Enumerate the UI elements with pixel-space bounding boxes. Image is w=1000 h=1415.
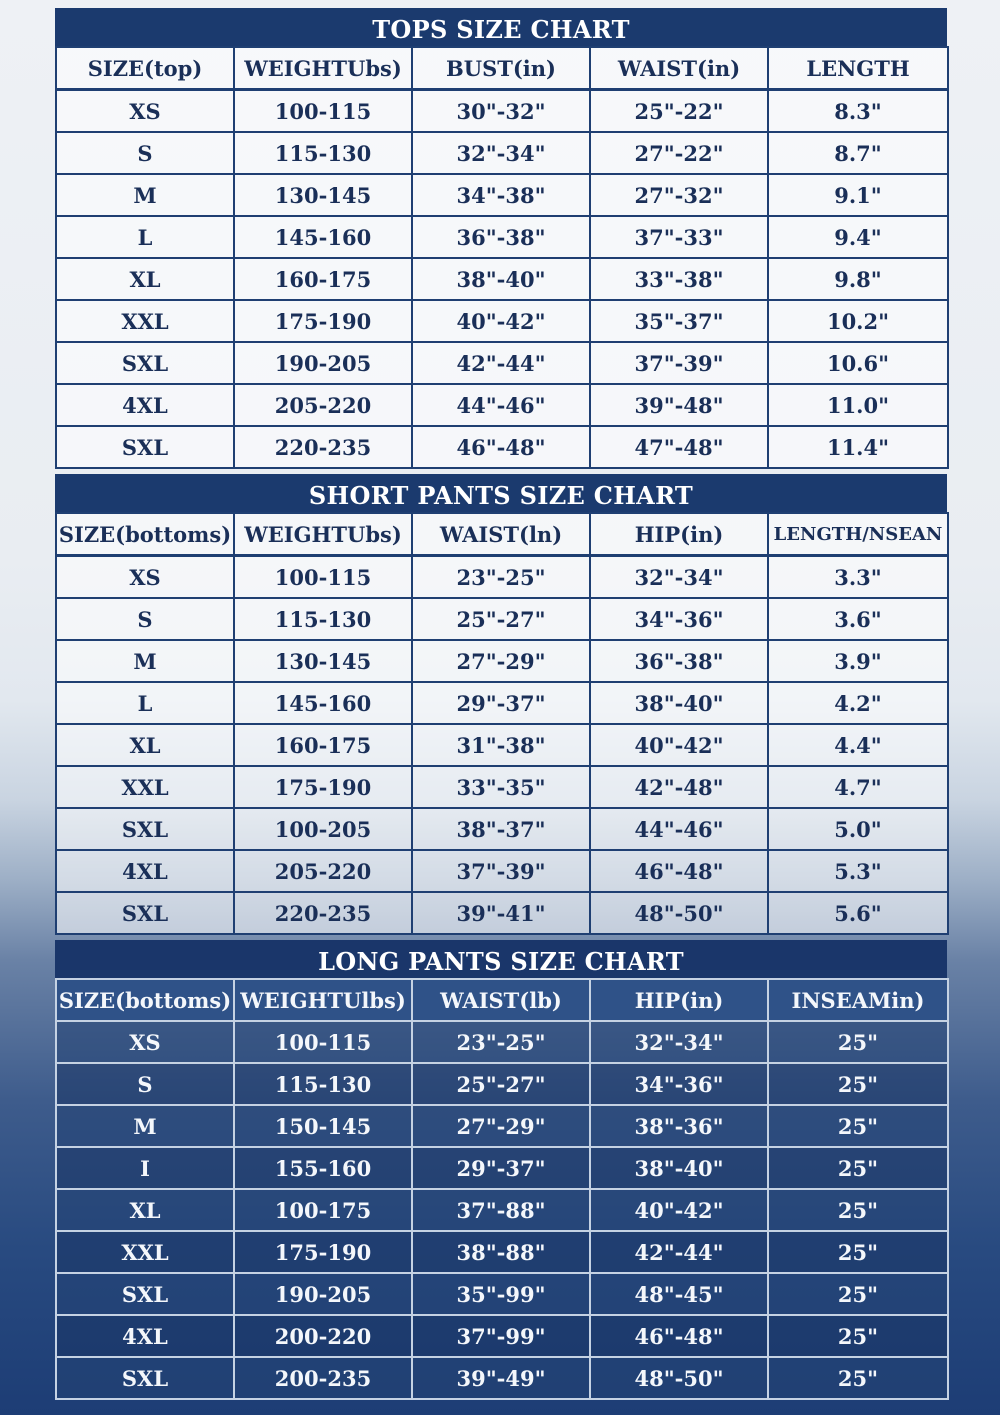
long-pants-size-table (55, 978, 949, 1400)
size-cell: 4XL (56, 850, 234, 892)
long-pants-header-row (56, 979, 948, 1021)
weight-cell: 100-115 (234, 556, 412, 599)
table-row (56, 724, 948, 766)
waist-cell: 23"-25" (412, 556, 590, 599)
length-cell: 5.6" (768, 892, 948, 934)
waist-cell: 29"-37" (412, 682, 590, 724)
column-header-waist: WAIST(in) (590, 47, 768, 90)
inseam-cell: 25" (768, 1189, 948, 1231)
size-cell: 4XL (56, 384, 234, 426)
column-header-size: SIZE(bottoms) (56, 979, 234, 1021)
hip-cell: 40"-42" (590, 724, 768, 766)
waist-cell: 39"-49" (412, 1357, 590, 1399)
bust-cell: 42"-44" (412, 342, 590, 384)
hip-cell: 46"-48" (590, 1315, 768, 1357)
size-cell: SXL (56, 342, 234, 384)
table-row (56, 1273, 948, 1315)
waist-cell: 38"-88" (412, 1231, 590, 1273)
table-row (56, 216, 948, 258)
waist-cell: 27"-22" (590, 132, 768, 174)
waist-cell: 27"-32" (590, 174, 768, 216)
tops-chart-title: TOPS SIZE CHART (55, 8, 947, 46)
table-row (56, 132, 948, 174)
length-cell: 3.9" (768, 640, 948, 682)
size-cell: S (56, 1063, 234, 1105)
hip-cell: 34"-36" (590, 598, 768, 640)
table-row (56, 90, 948, 133)
weight-cell: 150-145 (234, 1105, 412, 1147)
size-cell: XL (56, 1189, 234, 1231)
tops-size-table (55, 46, 949, 469)
waist-cell: 33"-38" (590, 258, 768, 300)
short-pants-header-row (56, 513, 948, 556)
hip-cell: 48"-50" (590, 1357, 768, 1399)
weight-cell: 205-220 (234, 384, 412, 426)
waist-cell: 35"-99" (412, 1273, 590, 1315)
tops-size-chart (55, 8, 947, 469)
length-cell: 9.1" (768, 174, 948, 216)
column-header-weight: WEIGHTUbs) (234, 513, 412, 556)
hip-cell: 34"-36" (590, 1063, 768, 1105)
bust-cell: 36"-38" (412, 216, 590, 258)
weight-cell: 220-235 (234, 426, 412, 468)
weight-cell: 155-160 (234, 1147, 412, 1189)
inseam-cell: 25" (768, 1147, 948, 1189)
long-pants-size-chart (55, 940, 947, 1400)
hip-cell: 40"-42" (590, 1189, 768, 1231)
hip-cell: 42"-48" (590, 766, 768, 808)
size-cell: XXL (56, 300, 234, 342)
length-cell: 4.4" (768, 724, 948, 766)
weight-cell: 220-235 (234, 892, 412, 934)
tops-header-row (56, 47, 948, 90)
column-header-inseam: INSEAMin) (768, 979, 948, 1021)
inseam-cell: 25" (768, 1105, 948, 1147)
table-row (56, 1021, 948, 1063)
table-row (56, 1189, 948, 1231)
table-row (56, 1147, 948, 1189)
table-row (56, 1357, 948, 1399)
weight-cell: 100-205 (234, 808, 412, 850)
size-cell: M (56, 174, 234, 216)
table-row (56, 850, 948, 892)
table-row (56, 766, 948, 808)
hip-cell: 32"-34" (590, 556, 768, 599)
hip-cell: 44"-46" (590, 808, 768, 850)
size-cell: M (56, 1105, 234, 1147)
size-cell: S (56, 598, 234, 640)
inseam-cell: 25" (768, 1063, 948, 1105)
table-row (56, 1231, 948, 1273)
waist-cell: 35"-37" (590, 300, 768, 342)
waist-cell: 39"-48" (590, 384, 768, 426)
weight-cell: 160-175 (234, 258, 412, 300)
weight-cell: 200-220 (234, 1315, 412, 1357)
length-cell: 9.4" (768, 216, 948, 258)
hip-cell: 48"-45" (590, 1273, 768, 1315)
waist-cell: 47"-48" (590, 426, 768, 468)
length-cell: 8.7" (768, 132, 948, 174)
table-row (56, 808, 948, 850)
size-cell: XXL (56, 1231, 234, 1273)
weight-cell: 100-115 (234, 90, 412, 133)
weight-cell: 175-190 (234, 766, 412, 808)
hip-cell: 38"-40" (590, 682, 768, 724)
weight-cell: 190-205 (234, 342, 412, 384)
table-row (56, 1315, 948, 1357)
bust-cell: 40"-42" (412, 300, 590, 342)
table-row (56, 598, 948, 640)
column-header-length: LENGTH (768, 47, 948, 90)
inseam-cell: 25" (768, 1021, 948, 1063)
size-cell: SXL (56, 1357, 234, 1399)
size-cell: XS (56, 90, 234, 133)
table-row (56, 1105, 948, 1147)
hip-cell: 36"-38" (590, 640, 768, 682)
weight-cell: 115-130 (234, 132, 412, 174)
waist-cell: 38"-37" (412, 808, 590, 850)
size-cell: XXL (56, 766, 234, 808)
length-cell: 11.4" (768, 426, 948, 468)
table-row (56, 174, 948, 216)
waist-cell: 33"-35" (412, 766, 590, 808)
size-cell: SXL (56, 808, 234, 850)
size-cell: XS (56, 1021, 234, 1063)
column-header-hip: HIP(in) (590, 979, 768, 1021)
size-cell: L (56, 216, 234, 258)
column-header-size: SIZE(top) (56, 47, 234, 90)
column-header-length-inseam: LENGTH/NSEAN (768, 513, 948, 556)
table-row (56, 640, 948, 682)
short-pants-size-table (55, 512, 949, 935)
length-cell: 3.6" (768, 598, 948, 640)
weight-cell: 130-145 (234, 640, 412, 682)
size-cell: L (56, 682, 234, 724)
waist-cell: 23"-25" (412, 1021, 590, 1063)
waist-cell: 25"-22" (590, 90, 768, 133)
column-header-size: SIZE(bottoms) (56, 513, 234, 556)
inseam-cell: 25" (768, 1273, 948, 1315)
waist-cell: 25"-27" (412, 1063, 590, 1105)
weight-cell: 205-220 (234, 850, 412, 892)
weight-cell: 190-205 (234, 1273, 412, 1315)
hip-cell: 32"-34" (590, 1021, 768, 1063)
table-row (56, 258, 948, 300)
length-cell: 5.0" (768, 808, 948, 850)
bust-cell: 30"-32" (412, 90, 590, 133)
table-row (56, 426, 948, 468)
weight-cell: 200-235 (234, 1357, 412, 1399)
weight-cell: 160-175 (234, 724, 412, 766)
size-cell: SXL (56, 892, 234, 934)
waist-cell: 37"-33" (590, 216, 768, 258)
column-header-bust: BUST(in) (412, 47, 590, 90)
weight-cell: 145-160 (234, 216, 412, 258)
inseam-cell: 25" (768, 1231, 948, 1273)
weight-cell: 115-130 (234, 1063, 412, 1105)
size-cell: I (56, 1147, 234, 1189)
waist-cell: 39"-41" (412, 892, 590, 934)
table-row (56, 892, 948, 934)
waist-cell: 37"-39" (412, 850, 590, 892)
hip-cell: 38"-36" (590, 1105, 768, 1147)
long-pants-chart-title: LONG PANTS SIZE CHART (55, 940, 947, 978)
column-header-waist: WAIST(ln) (412, 513, 590, 556)
length-cell: 9.8" (768, 258, 948, 300)
weight-cell: 115-130 (234, 598, 412, 640)
table-row (56, 300, 948, 342)
length-cell: 10.6" (768, 342, 948, 384)
size-cell: SXL (56, 1273, 234, 1315)
column-header-weight: WEIGHTUlbs) (234, 979, 412, 1021)
column-header-weight: WEIGHTUbs) (234, 47, 412, 90)
size-cell: XS (56, 556, 234, 599)
length-cell: 4.7" (768, 766, 948, 808)
size-cell: 4XL (56, 1315, 234, 1357)
inseam-cell: 25" (768, 1357, 948, 1399)
weight-cell: 175-190 (234, 300, 412, 342)
size-cell: M (56, 640, 234, 682)
waist-cell: 37"-88" (412, 1189, 590, 1231)
waist-cell: 37"-39" (590, 342, 768, 384)
column-header-waist: WAIST(lb) (412, 979, 590, 1021)
bust-cell: 34"-38" (412, 174, 590, 216)
column-header-hip: HIP(in) (590, 513, 768, 556)
short-pants-size-chart (55, 474, 947, 935)
waist-cell: 27"-29" (412, 1105, 590, 1147)
weight-cell: 100-175 (234, 1189, 412, 1231)
table-row (56, 342, 948, 384)
bust-cell: 38"-40" (412, 258, 590, 300)
weight-cell: 130-145 (234, 174, 412, 216)
bust-cell: 44"-46" (412, 384, 590, 426)
bust-cell: 46"-48" (412, 426, 590, 468)
size-cell: XL (56, 258, 234, 300)
length-cell: 5.3" (768, 850, 948, 892)
inseam-cell: 25" (768, 1315, 948, 1357)
short-pants-chart-title: SHORT PANTS SIZE CHART (55, 474, 947, 512)
length-cell: 11.0" (768, 384, 948, 426)
hip-cell: 46"-48" (590, 850, 768, 892)
waist-cell: 27"-29" (412, 640, 590, 682)
table-row (56, 1063, 948, 1105)
size-cell: XL (56, 724, 234, 766)
table-row (56, 384, 948, 426)
bust-cell: 32"-34" (412, 132, 590, 174)
waist-cell: 29"-37" (412, 1147, 590, 1189)
weight-cell: 100-115 (234, 1021, 412, 1063)
hip-cell: 38"-40" (590, 1147, 768, 1189)
waist-cell: 25"-27" (412, 598, 590, 640)
table-row (56, 556, 948, 599)
size-cell: SXL (56, 426, 234, 468)
waist-cell: 37"-99" (412, 1315, 590, 1357)
weight-cell: 145-160 (234, 682, 412, 724)
weight-cell: 175-190 (234, 1231, 412, 1273)
length-cell: 4.2" (768, 682, 948, 724)
waist-cell: 31"-38" (412, 724, 590, 766)
length-cell: 10.2" (768, 300, 948, 342)
table-row (56, 682, 948, 724)
hip-cell: 48"-50" (590, 892, 768, 934)
size-cell: S (56, 132, 234, 174)
hip-cell: 42"-44" (590, 1231, 768, 1273)
length-cell: 8.3" (768, 90, 948, 133)
length-cell: 3.3" (768, 556, 948, 599)
